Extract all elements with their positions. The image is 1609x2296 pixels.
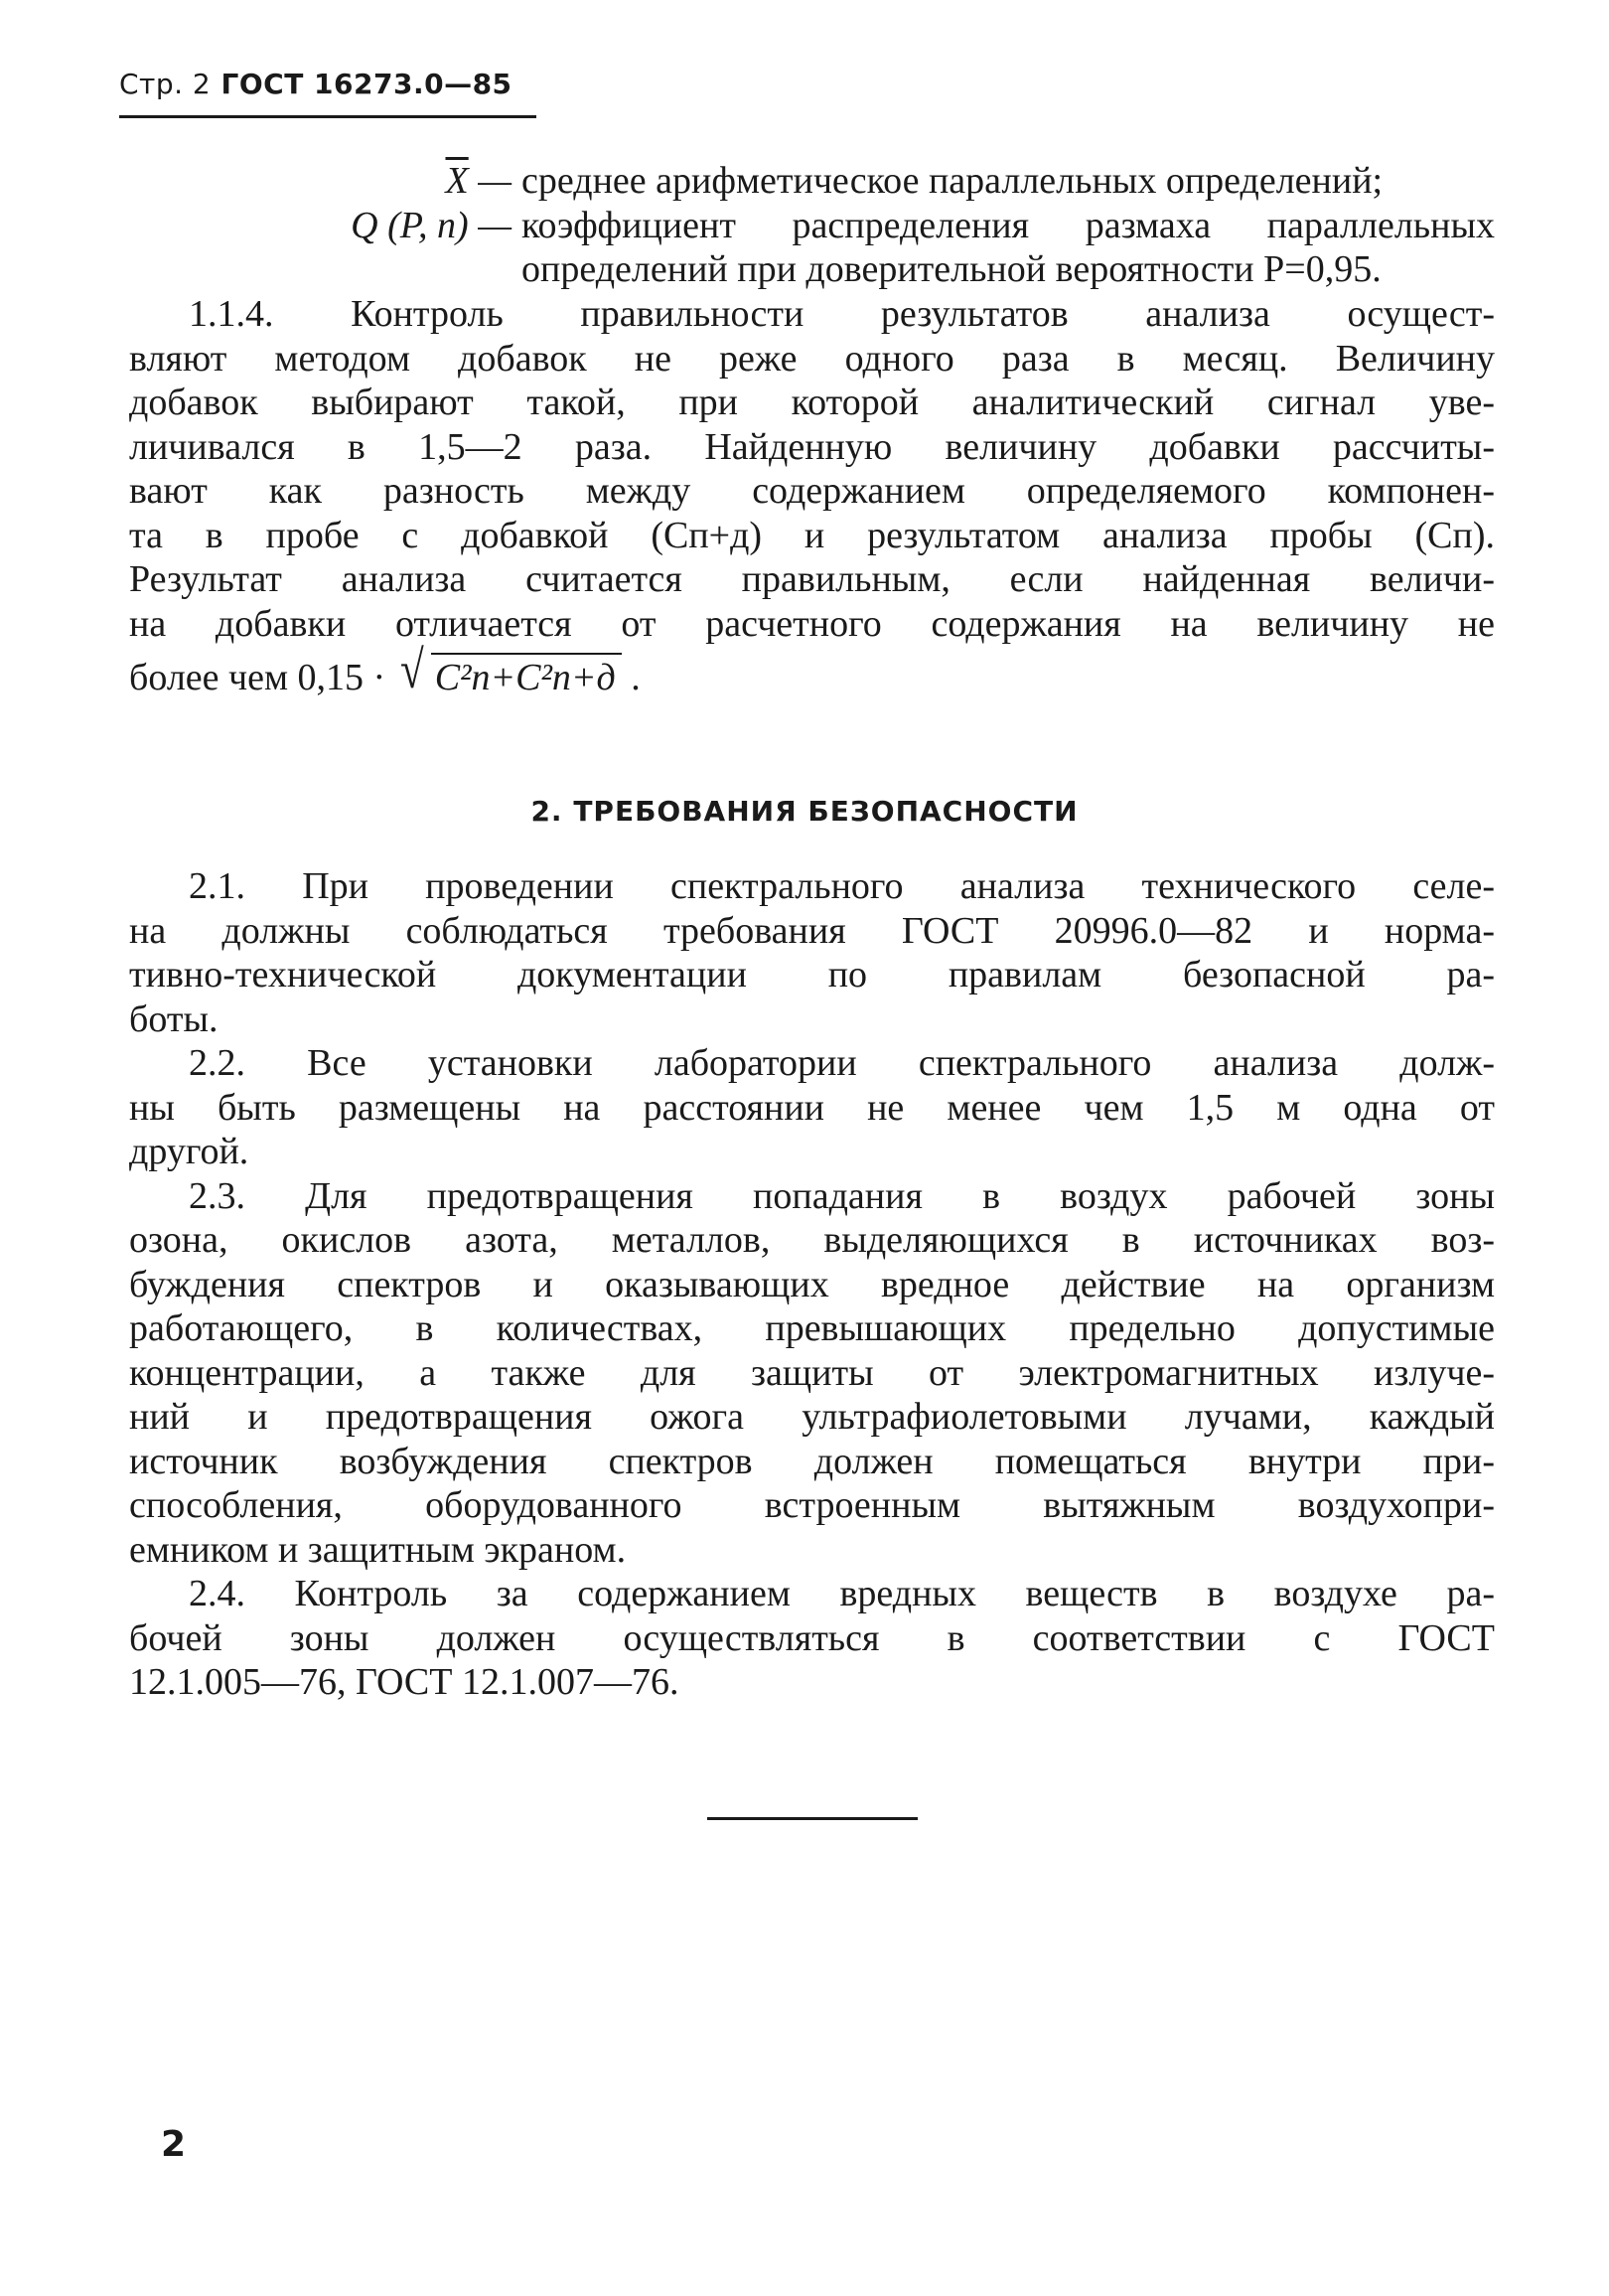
legend-item	[129, 159, 1495, 204]
section-2-body	[129, 864, 1495, 1705]
formula-suffix: .	[631, 657, 641, 698]
legend-definition: среднее арифметическое параллельных определений;	[521, 160, 1384, 202]
text-line: 2.4. Контроль за содержанием вредных веществ в воздухе ра-	[189, 1573, 1495, 1614]
formula-radicand: C²п+C²п+д	[431, 653, 622, 698]
legend-definition: коэффициент распределения размаха параллельных	[521, 204, 1495, 246]
text-line: на должны соблюдаться требования ГОСТ 20996.0—82 и норма-	[129, 909, 1495, 952]
paragraph-2-2	[129, 1041, 1495, 1174]
text-line: 1.1.4. Контроль правильности результатов анализа осущест-	[189, 293, 1495, 335]
formula-prefix: более чем 0,15 ·	[129, 657, 386, 698]
text-line: ны быть размещены на расстоянии не менее чем 1,5 м одна от	[129, 1086, 1495, 1129]
legend-dash: —	[478, 204, 512, 246]
variable-legend	[129, 159, 1495, 292]
text-line: ний и предотвращения ожога ультрафиолетовыми лучами, каждый	[129, 1396, 1495, 1438]
text-line: тивно-технической документации по правилам безопасной ра-	[129, 954, 1495, 995]
text-line: вляют методом добавок не реже одного раза в месяц. Величину	[129, 337, 1495, 380]
text-line: на добавки отличается от расчетного содержания на величину не	[129, 602, 1495, 645]
legend-definition-continued: определений при доверительной вероятности P=0,95.	[521, 248, 1382, 290]
formula-line	[129, 640, 1495, 717]
text-line: вают как разность между содержанием определяемого компонен-	[129, 470, 1495, 512]
text-line: 2.2. Все установки лаборатории спектрального анализа долж-	[189, 1042, 1495, 1084]
header-rule	[119, 115, 536, 118]
page-label: Стр. 2	[119, 68, 212, 100]
page-number: 2	[161, 2124, 187, 2165]
text-line: бочей зоны должен осуществляться в соответствии с ГОСТ	[129, 1616, 1495, 1659]
legend-symbol: $\overline{X}$	[445, 160, 469, 202]
text-line: буждения спектров и оказывающих вредное действие на организм	[129, 1263, 1495, 1305]
text-line: боты.	[129, 997, 219, 1040]
legend-item	[129, 204, 1495, 248]
text-line: та в пробе с добавкой (Сп+д) и результатом анализа пробы (Сп).	[129, 514, 1495, 556]
text-line: 2.3. Для предотвращения попадания в воздух рабочей зоны	[189, 1174, 1495, 1217]
text-line: источник возбуждения спектров должен помещаться внутри при-	[129, 1440, 1495, 1482]
text-line: личивался в 1,5—2 раза. Найденную величину добавки рассчиты-	[129, 425, 1495, 468]
legend-symbol: Q (P, n)	[351, 204, 469, 246]
text-line: работающего, в количествах, превышающих предельно допустимые	[129, 1307, 1495, 1349]
end-rule	[707, 1817, 918, 1820]
radical-icon: √	[399, 640, 424, 699]
section-title: 2. ТРЕБОВАНИЯ БЕЗОПАСНОСТИ	[530, 795, 1079, 828]
text-line: 12.1.005—76, ГОСТ 12.1.007—76.	[129, 1661, 679, 1703]
paragraph-1-1-4	[129, 292, 1495, 717]
legend-dash: —	[478, 160, 512, 202]
paragraph-2-4	[129, 1572, 1495, 1705]
running-header	[119, 68, 512, 100]
text-line: добавок выбирают такой, при которой аналитический сигнал уве-	[129, 382, 1495, 423]
text-line: озона, окислов азота, металлов, выделяющихся в источниках воз-	[129, 1219, 1495, 1261]
standard-code: ГОСТ 16273.0—85	[220, 68, 512, 100]
text-line: Результат анализа считается правильным, если найденная величи-	[129, 558, 1495, 600]
square-root	[395, 640, 622, 700]
text-line: 2.1. При проведении спектрального анализа технического селе-	[189, 865, 1495, 907]
text-line: способления, оборудованного встроенным вытяжным воздухопри-	[129, 1484, 1495, 1526]
paragraph-2-3	[129, 1174, 1495, 1573]
text-line: емником и защитным экраном.	[129, 1528, 627, 1571]
paragraph-2-1	[129, 864, 1495, 1041]
text-line: другой.	[129, 1131, 249, 1172]
text-line: концентрации, а также для защиты от электромагнитных излуче-	[129, 1351, 1495, 1394]
